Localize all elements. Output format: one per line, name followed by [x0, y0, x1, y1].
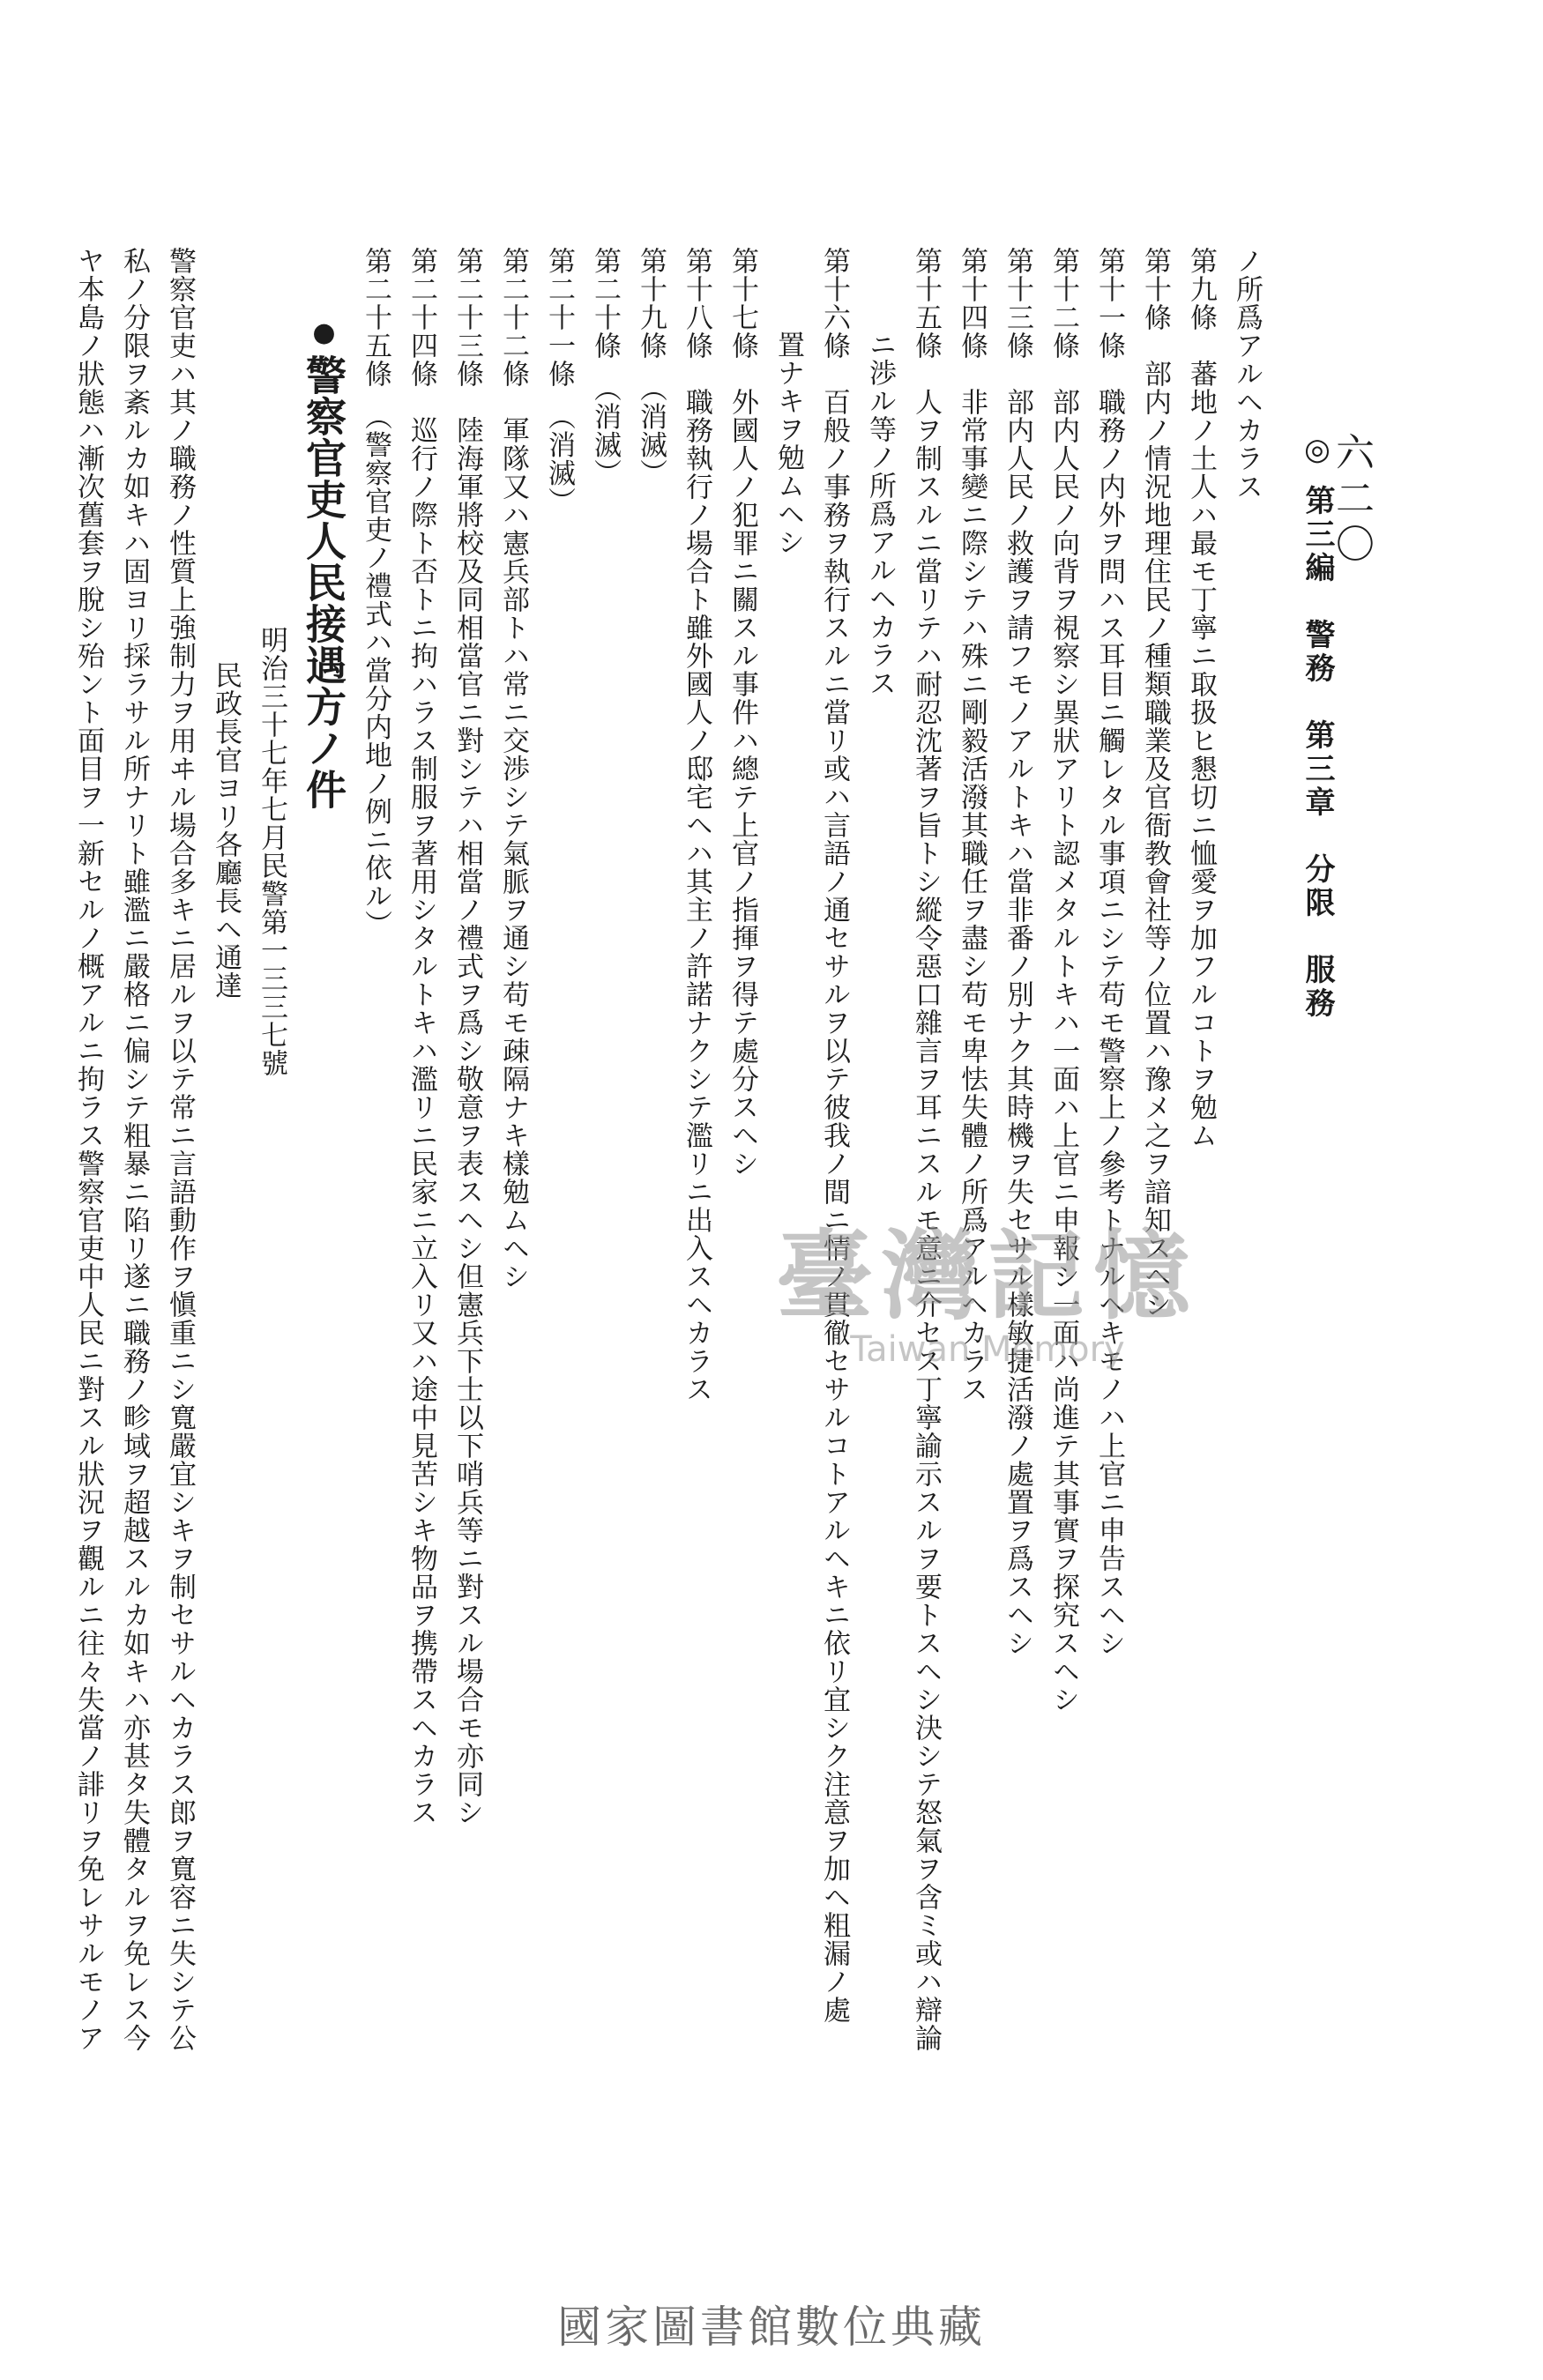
section-text-line: 私ノ分限ヲ紊ルカ如キハ固ヨリ採ラサル所ナリト雖濫ニ嚴格ニ偏シテ粗暴ニ陷リ遂ニ職務ノ畛域ヲ超越スルカ如キハ亦甚タ失體タルヲ免レス今 — [118, 247, 150, 2052]
article-13: 第十三條 部内人民ノ救護ヲ請フモノアルトキハ當非番ノ別ナク其時機ヲ失セサル樣敏捷活潑ノ處置ヲ爲スヘシ — [1002, 247, 1033, 1657]
article-10: 第十條 部内ノ情況地理住民ノ種類職業及官衙教會社等ノ位置ハ豫メ之ヲ諳知スヘシ — [1139, 247, 1171, 1319]
article-24: 第二十四條 巡行ノ際ト否トニ拘ハラス制服ヲ著用シタルトキハ濫リニ民家ニ立入リ又ハ途中見苦シキ物品ヲ携帶スヘカラス — [406, 247, 437, 1826]
article-16: 第十六條 百般ノ事務ヲ執行スルニ當リ或ハ言語ノ通セサルヲ以テ彼我ノ間ニ情ノ貫徹セサルコトアルヘキニ依リ宜シク注意ヲ加ヘ粗漏ノ處 — [818, 247, 850, 2024]
watermark-en: Taiwan Memory — [850, 1329, 1125, 1370]
article-19: 第十九條 （消滅） — [635, 247, 667, 487]
article-23: 第二十三條 陸海軍將校及同相當官ニ對シテハ相當ノ禮式ヲ爲シ敬意ヲ表スヘシ但憲兵下士以下哨兵等ニ對スル場合モ亦同シ — [451, 247, 483, 1826]
running-head: ◎ 第三編 警務 第三章 分限 服務 — [1300, 432, 1335, 1021]
article-14: 第十四條 非常事變ニ際シテハ殊ニ剛毅活潑其職任ヲ盡シ苟モ卑怯失體ノ所爲アルヘカラス — [956, 247, 988, 1403]
text-line: ノ所爲アルヘカラス — [1231, 247, 1263, 501]
article-9: 第九條 蕃地ノ土人ハ最モ丁寧ニ取扱ヒ懇切ニ恤愛ヲ加フルコトヲ勉ム — [1185, 247, 1217, 1149]
section-title — [294, 247, 353, 2054]
article-11: 第十一條 職務ノ内外ヲ問ハス耳目ニ觸レタル事項ニシテ苟モ警察上ノ參考トナルヘキモノハ上官ニ申告スヘシ — [1093, 247, 1125, 1657]
article-25: 第二十五條 （警察官吏ノ禮式ハ當分内地ノ例ニ依ル） — [360, 247, 391, 939]
section-text-line: ヤ本島ノ狀態ハ漸次舊套ヲ脫シ殆ント面目ヲ一新セルノ概アルニ拘ラス警察官吏中人民ニ對スル狀況ヲ觀ルニ往々失當ノ誹リヲ免レサルモノア — [72, 247, 104, 2052]
body-text — [72, 247, 1270, 2054]
section-title-text: 警察官吏人民接遇方ノ件 — [300, 354, 347, 810]
article-22: 第二十二條 軍隊又ハ憲兵部トハ常ニ交渉シテ氣脈ヲ通シ苟モ疎隔ナキ樣勉ムヘシ — [497, 247, 529, 1290]
bullet-icon: ● — [309, 317, 339, 349]
footer-stamp: 國家圖書館數位典藏 — [557, 2302, 986, 2353]
article-21: 第二十一條 （消滅） — [543, 247, 575, 516]
watermark-cjk: 臺灣記憶 — [776, 1219, 1199, 1333]
section-issuer-line: 民政長官ヨリ各廳長ヘ通達 — [210, 661, 242, 1000]
page-number: 六二〇 — [1329, 432, 1374, 569]
article-20: 第二十條 （消滅） — [589, 247, 621, 487]
article-15-continued: ニ渉ル等ノ所爲アルヘカラス — [864, 331, 896, 697]
article-15: 第十五條 人ヲ制スルニ當リテハ耐忍沈著ヲ旨トシ縱令惡口雜言ヲ耳ニスルモ意ニ介セス丁寧諭示スルヲ要トスヘシ決シテ怒氣ヲ含ミ或ハ辯論 — [910, 247, 942, 2052]
section-text-line: 警察官吏ハ其ノ職務ノ性質上強制力ヲ用ヰル場合多キニ居ルヲ以テ常ニ言語動作ヲ愼重ニシ寬嚴宜シキヲ制セサルヘカラス郎ヲ寬容ニ失シテ公 — [164, 247, 196, 2052]
article-18: 第十八條 職務執行ノ場合ト雖外國人ノ邸宅ヘハ其主ノ許諾ナクシテ濫リニ出入スヘカラス — [681, 247, 712, 1403]
article-16-continued: 置ナキヲ勉ムヘシ — [772, 331, 804, 556]
article-12: 第十二條 部内人民ノ向背ヲ視察シ異狀アリト認メタルトキハ一面ハ上官ニ申報シ一面ハ尚進テ其事實ヲ探究スヘシ — [1047, 247, 1079, 1714]
section-date-line: 明治三十七年七月民警第一三三七號 — [256, 626, 287, 1077]
article-17: 第十七條 外國人ノ犯罪ニ關スル事件ハ總テ上官ノ指揮ヲ得テ處分スヘシ — [727, 247, 758, 1178]
